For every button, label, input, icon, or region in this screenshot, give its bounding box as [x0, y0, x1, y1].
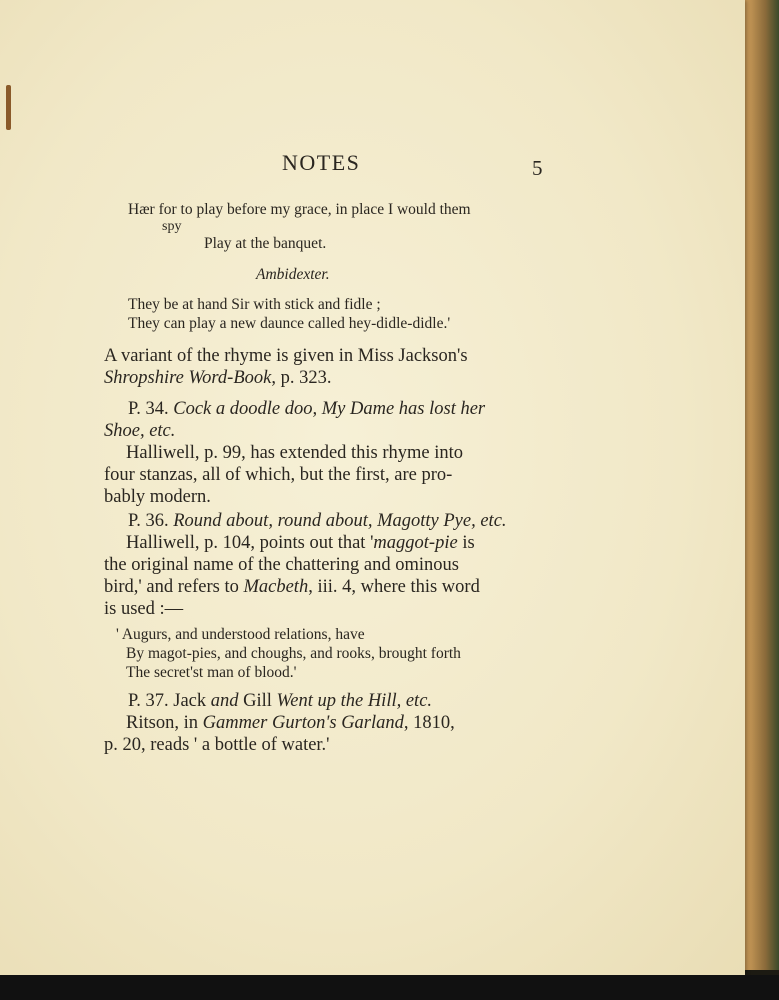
- paragraph-line: A variant of the rhyme is given in Miss Jackson's: [104, 346, 468, 366]
- note-title: Round about, round about, Magotty Pye, etc.: [173, 511, 507, 531]
- note-p37: [104, 690, 541, 756]
- note-p36: [104, 510, 541, 620]
- note-ref: P. 37.: [128, 691, 169, 711]
- note-body-text: Halliwell, p. 104, points out that ': [126, 533, 374, 553]
- note-body-text: bird,' and refers to: [104, 577, 244, 597]
- note-body-text: Ritson, in: [126, 713, 203, 733]
- note-body-text: is: [457, 533, 475, 553]
- note-title: Cock a doodle doo, My Dame has lost her: [173, 399, 486, 419]
- verse-block: [128, 200, 548, 333]
- note-p34: [104, 398, 541, 508]
- verse-line-continuation: spy: [162, 219, 182, 234]
- note-body-line: the original name of the chattering and ominous: [104, 555, 459, 575]
- note-body-text: , 1810,: [403, 713, 455, 733]
- quote-line: The secret'st man of blood.': [126, 664, 297, 681]
- stage-direction: Play at the banquet.: [204, 235, 327, 252]
- scan-bottom-edge: [0, 975, 779, 1000]
- note-body-line: four stanzas, all of which, but the first, are pro-: [104, 465, 453, 485]
- note-title: and: [210, 691, 239, 711]
- paragraph-text: , p. 323.: [271, 368, 332, 388]
- quote-line: By magot-pies, and choughs, and rooks, brought forth: [126, 645, 461, 662]
- note-body-italic: maggot-pie: [373, 533, 458, 553]
- book-title: Gammer Gurton's Garland: [202, 713, 404, 733]
- speaker-name: Ambidexter.: [256, 266, 330, 283]
- note-title: Jack: [173, 691, 207, 711]
- note-body-line: p. 20, reads ' a bottle of water.': [104, 735, 330, 755]
- running-head: NOTES: [282, 150, 361, 175]
- verse-line: They be at hand Sir with stick and fidle ;: [128, 296, 381, 313]
- quotation-block: [116, 625, 546, 682]
- note-body-line: is used :—: [104, 599, 184, 619]
- note-ref: P. 34.: [128, 399, 169, 419]
- note-body-text: , iii. 4, where this word: [308, 577, 480, 597]
- page-margin-mark: [6, 85, 11, 130]
- note-title: Gill: [243, 691, 272, 711]
- note-body-line: bably modern.: [104, 487, 211, 507]
- note-title: Went up the Hill, etc.: [276, 691, 433, 711]
- paragraph-variant: [104, 345, 541, 389]
- play-title: Macbeth: [243, 577, 309, 597]
- note-title-cont: Shoe, etc.: [104, 421, 176, 441]
- quote-line: ' Augurs, and understood relations, have: [116, 626, 365, 643]
- book-title: Shropshire Word-Book: [104, 368, 272, 388]
- page-number: 5: [532, 156, 543, 180]
- verse-line: They can play a new daunce called hey-didle-didle.': [128, 315, 451, 332]
- verse-line: Hær for to play before my grace, in place I would them: [128, 201, 471, 218]
- note-body-line: Halliwell, p. 99, has extended this rhyme into: [126, 443, 464, 463]
- note-ref: P. 36.: [128, 511, 169, 531]
